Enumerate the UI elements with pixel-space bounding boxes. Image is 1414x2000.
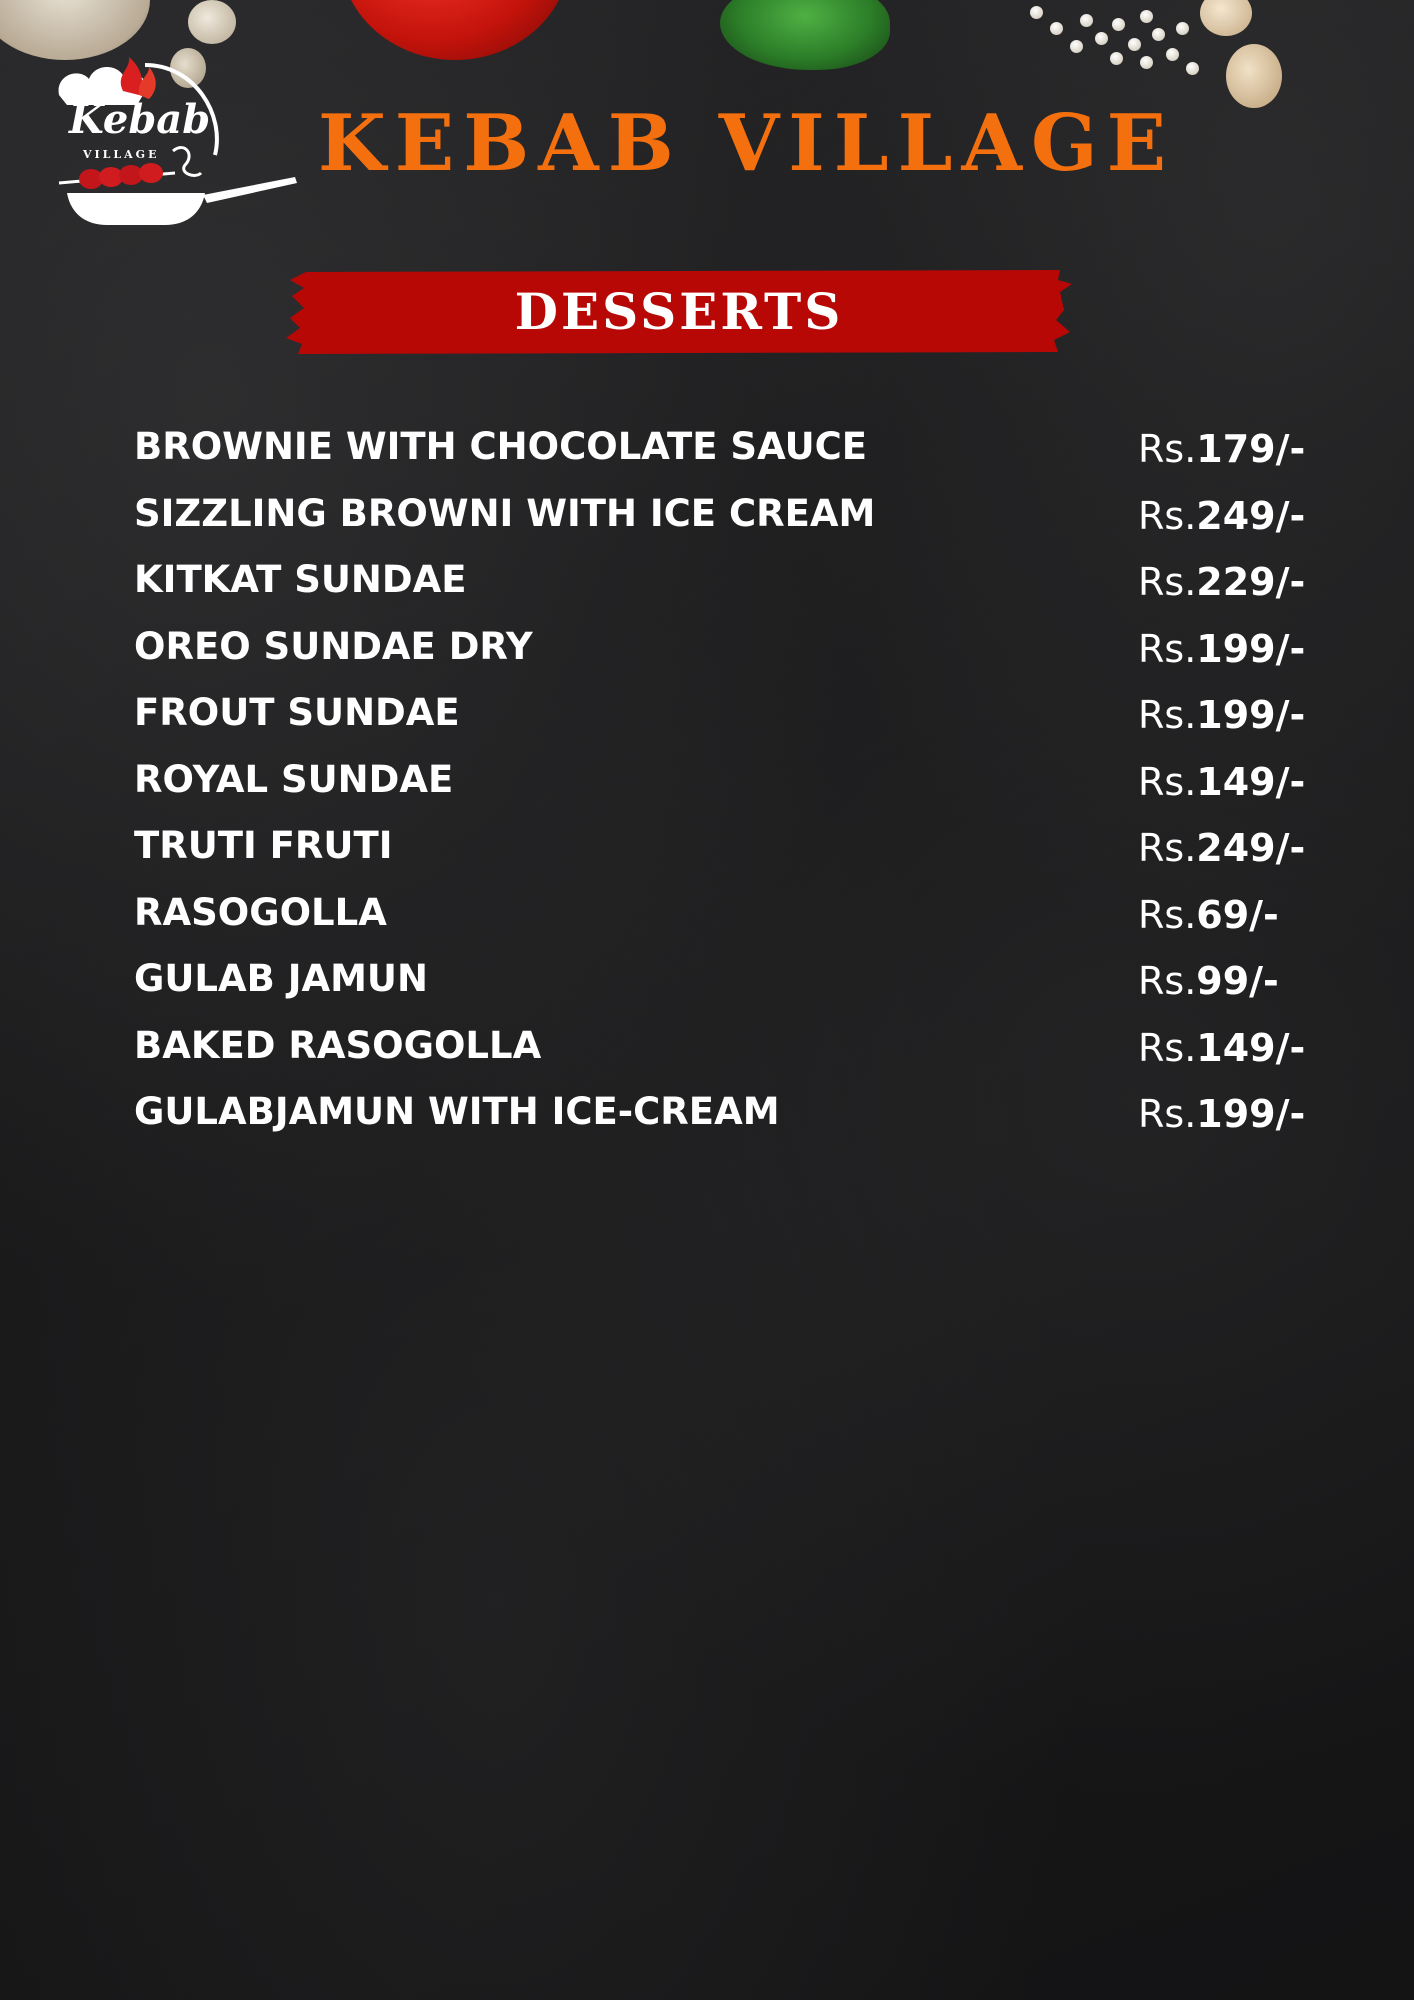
logo-subtext: VILLAGE — [83, 148, 160, 161]
section-title: DESSERTS — [514, 282, 844, 341]
price-currency: Rs. — [1138, 759, 1197, 804]
menu-item — [134, 952, 1294, 1019]
logo-script-text: Kebab — [69, 96, 211, 143]
item-price — [1138, 821, 1305, 875]
item-name: OREO SUNDAE DRY — [134, 624, 533, 668]
price-amount: 199/- — [1196, 693, 1306, 737]
chickpea-decoration — [1226, 44, 1282, 108]
item-name: KITKAT SUNDAE — [134, 558, 467, 601]
item-name: GULAB JAMUN — [134, 957, 428, 1000]
price-amount: 149/- — [1196, 759, 1306, 804]
item-name: GULABJAMUN WITH ICE-CREAM — [134, 1090, 780, 1133]
price-amount: 249/- — [1196, 826, 1306, 870]
price-amount: 149/- — [1196, 1025, 1306, 1070]
price-currency: Rs. — [1138, 427, 1197, 471]
item-price — [1138, 422, 1305, 476]
price-currency: Rs. — [1138, 892, 1197, 937]
item-name: ROYAL SUNDAE — [134, 757, 454, 801]
garlic-decoration — [188, 0, 236, 44]
item-name: RASOGOLLA — [134, 890, 387, 934]
menu-item — [134, 686, 1306, 753]
price-amount: 249/- — [1196, 493, 1306, 538]
item-price — [1138, 888, 1279, 942]
item-price — [1138, 954, 1279, 1008]
price-amount: 179/- — [1196, 427, 1306, 471]
item-price — [1138, 1021, 1305, 1075]
item-name: TRUTI FRUTI — [134, 824, 393, 867]
restaurant-name: KEBAB VILLAGE — [318, 98, 1176, 189]
restaurant-logo — [45, 55, 305, 235]
item-price — [1138, 622, 1305, 676]
price-amount: 199/- — [1196, 1092, 1306, 1136]
price-currency: Rs. — [1138, 626, 1197, 671]
item-price — [1138, 489, 1305, 543]
item-price — [1138, 1087, 1305, 1141]
price-currency: Rs. — [1138, 959, 1197, 1003]
menu-item — [134, 1019, 1306, 1086]
item-price — [1138, 755, 1305, 809]
price-currency: Rs. — [1138, 1025, 1197, 1070]
tomato-decoration — [340, 0, 570, 60]
section-banner — [284, 270, 1074, 354]
price-amount: 69/- — [1196, 892, 1279, 937]
price-currency: Rs. — [1138, 826, 1197, 870]
item-price — [1138, 555, 1305, 609]
herb-decoration — [720, 0, 890, 70]
menu-item — [134, 819, 1306, 886]
chickpea-decoration — [1200, 0, 1252, 36]
menu-item — [134, 753, 1306, 820]
menu-item — [134, 487, 1306, 554]
price-currency: Rs. — [1138, 560, 1197, 604]
price-currency: Rs. — [1138, 1092, 1197, 1136]
item-name: SIZZLING BROWNI WITH ICE CREAM — [134, 491, 876, 535]
mushroom-decoration — [0, 0, 150, 60]
menu-list — [134, 420, 1306, 1152]
price-amount: 99/- — [1196, 959, 1279, 1003]
item-name: FROUT SUNDAE — [134, 691, 460, 734]
price-amount: 199/- — [1196, 626, 1306, 671]
menu-item — [134, 1085, 1306, 1152]
price-currency: Rs. — [1138, 693, 1197, 737]
item-name: BAKED RASOGOLLA — [134, 1023, 542, 1067]
menu-item — [134, 886, 1294, 953]
menu-item — [134, 553, 1306, 620]
menu-item — [134, 620, 1306, 687]
menu-item — [134, 420, 1306, 487]
price-currency: Rs. — [1138, 493, 1197, 538]
item-name: BROWNIE WITH CHOCOLATE SAUCE — [134, 425, 868, 468]
price-amount: 229/- — [1196, 560, 1306, 604]
item-price — [1138, 688, 1305, 742]
